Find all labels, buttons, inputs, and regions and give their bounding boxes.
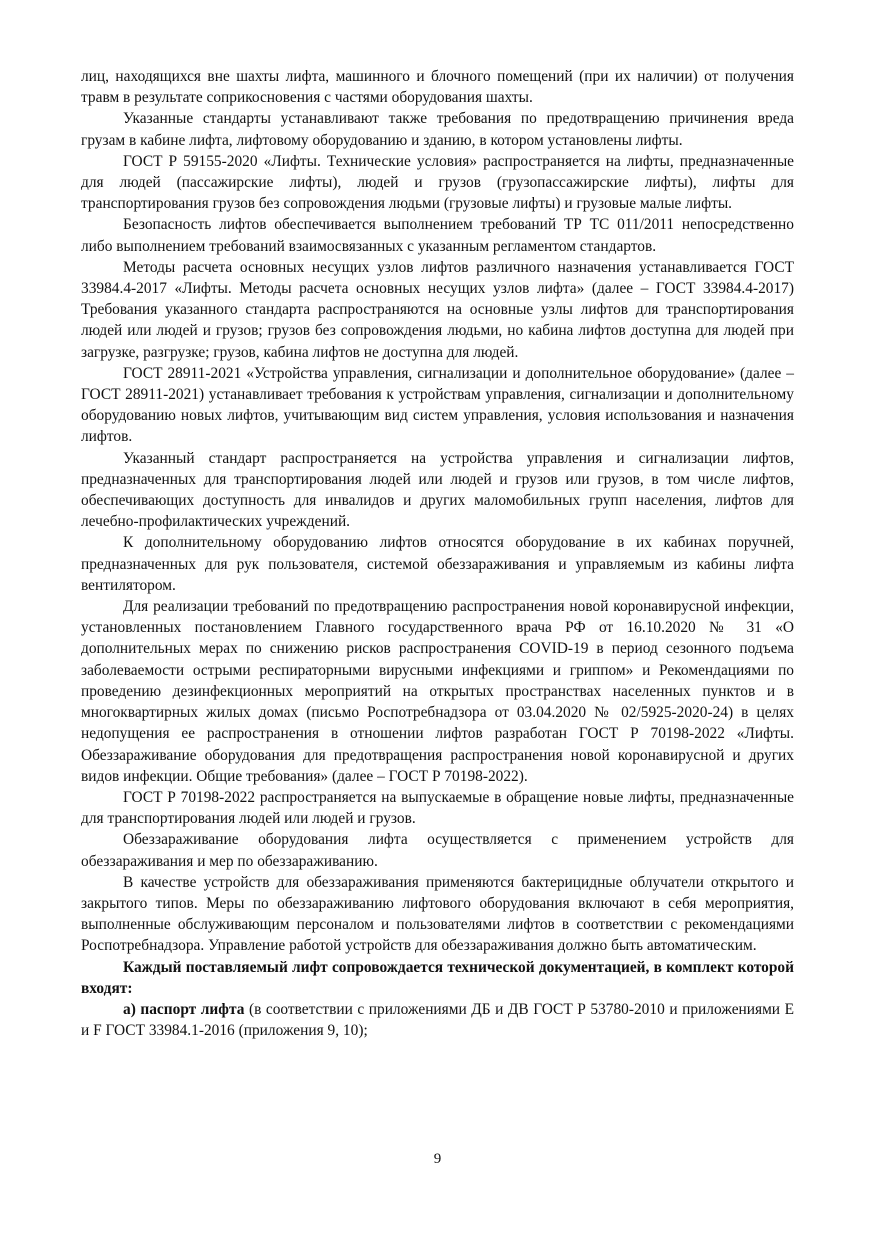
paragraph-calculation-methods: Методы расчета основных несущих узлов лифтов различного назначения устанавливается ГОСТ 33984.4-2017 «Лифты. Методы расчета основных несущих узлов лифта» (далее – ГОСТ 33984.4-2017) Требования указанного стандарта распространяются на основные узлы лифтов для транспортирования людей или людей и грузов; грузов без сопровождения людьми, но кабина лифтов доступна для людей при загрузке, разгрузке; грузов, кабина лифтов не доступна для людей. [81,258,794,361]
paragraph-disinfection-devices: В качестве устройств для обеззараживания применяются бактерицидные облучатели открытого и закрытого типов. Меры по обеззараживанию лифтового оборудования включают в себя мероприятия, выполненные обслуживающим персоналом и пользователями лифтов в соответствии с рекомендациями Роспотребнадзора. Управление работой устройств для обеззараживания должно быть автоматическим. [81,873,794,955]
paragraph-additional-equipment: К дополнительному оборудованию лифтов относятся оборудование в их кабинах поручней, предназначенных для рук пользователя, системой обеззараживания и управляемым из кабины лифта вентилятором. [81,534,794,594]
paragraph-lift-passport [81,999,794,1041]
paragraph-safety: Безопасность лифтов обеспечивается выполнением требований ТР ТС 011/2011 непосредственно либо выполнением требований взаимосвязанных с указанным регламентом стандартов. [81,216,794,255]
lift-passport-text: (в соответствии с приложениями ДБ и ДВ ГОСТ Р 53780-2010 и приложениями Е и F ГОСТ 33984.1-2016 (приложения 9, 10); [81,1000,794,1040]
paragraph-documentation-heading [81,957,794,999]
paragraph-continuation: лиц, находящихся вне шахты лифта, машинного и блочного помещений (при их наличии) от получения травм в результате соприкосновения с частями оборудования шахты. [81,68,794,107]
lift-passport-label: а) паспорт лифта [123,1000,245,1018]
paragraph-gost-28911: ГОСТ 28911-2021 «Устройства управления, сигнализации и дополнительное оборудование» (далее – ГОСТ 28911-2021) устанавливает требования к устройствам управления, сигнализации и дополнительному оборудованию новых лифтов, учитывающим вид систем управления, условия использования и назначения лифтов. [81,364,794,446]
paragraph-covid-measures: Для реализации требований по предотвращению распространения новой коронавирусной инфекции, установленных постановлением Главного государственного врача РФ от 16.10.2020 № 31 «О дополнительных мерах по снижению рисков распространения COVID-19 в период сезонного подъема заболеваемости острыми респираторными вирусными инфекциями и гриппом» и Рекомендациями по проведению дезинфекционных мероприятий на открытых пространствах населенных пунктов и в многоквартирных жилых домах (письмо Роспотребнадзора от 03.04.2020 № 02/5925-2020-24) в целях недопущения ее распространения в отношении лифтов разработан ГОСТ Р 70198-2022 «Лифты. Обеззараживание оборудования для предотвращения распространения новой коронавирусной и других видов инфекции. Общие требования» (далее – ГОСТ Р 70198-2022). [81,598,794,785]
documentation-heading-bold: Каждый поставляемый лифт сопровождается технической документацией, в комплект которой входят: [81,958,794,997]
paragraph-gost-59155: ГОСТ Р 59155-2020 «Лифты. Технические условия» распространяется на лифты, предназначенные для людей (пассажирские лифты), людей и грузов (грузопассажирские лифты), лифты для транспортирования грузов без сопровождения людьми (грузовые лифты) и грузовые малые лифты. [81,152,794,213]
paragraph-standards-requirements: Указанные стандарты устанавливают также требования по предотвращению причинения вреда грузам в кабине лифта, лифтовому оборудованию и зданию, в котором установлены лифты. [81,110,794,149]
paragraph-disinfection-means: Обеззараживание оборудования лифта осуществляется с применением устройств для обеззараживания и мер по обеззараживанию. [81,831,794,870]
document-body [81,66,794,1041]
paragraph-gost-70198-scope: ГОСТ Р 70198-2022 распространяется на выпускаемые в обращение новые лифты, предназначенные для транспортирования людей или людей и грузов. [81,788,794,828]
paragraph-control-devices-scope: Указанный стандарт распространяется на устройства управления и сигнализации лифтов, предназначенных для транспортирования людей или людей и грузов или грузов, в том числе лифтов, обеспечивающих доступность для инвалидов и других маломобильных групп населения, лифтов для лечебно-профилактических учреждений. [81,449,794,531]
page-number: 9 [433,1151,442,1167]
